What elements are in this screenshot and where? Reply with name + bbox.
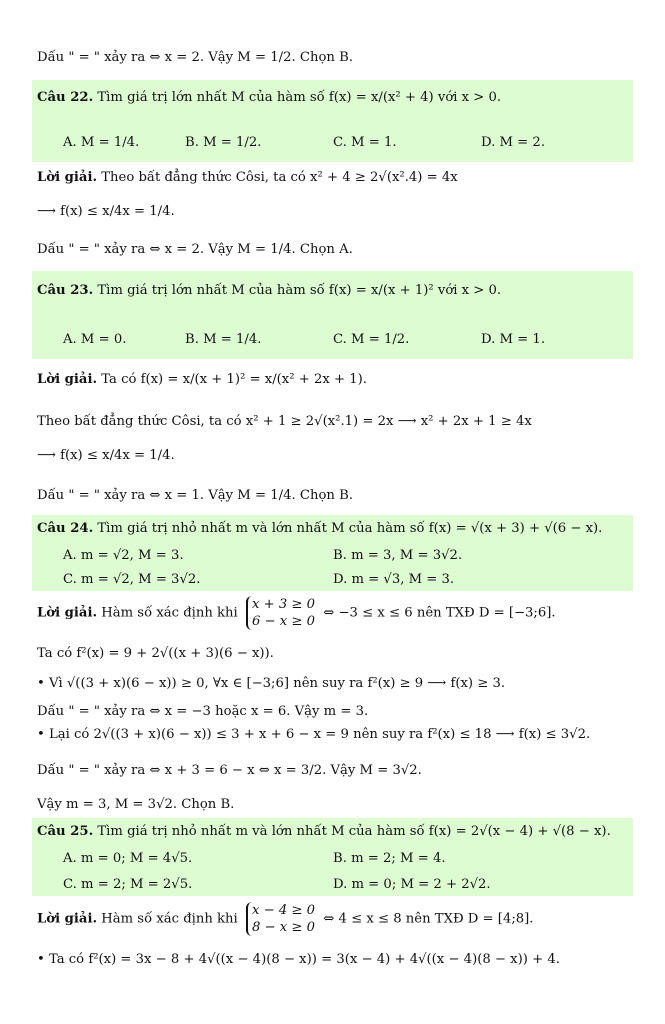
q22-answer-a: A. M = 1/4. bbox=[63, 135, 140, 150]
q23-answer-b: B. M = 1/4. bbox=[185, 332, 262, 347]
q24-question bbox=[37, 521, 645, 536]
q22-solution-3: Dấu " = " xảy ra ⇔ x = 2. Vậy M = 1/4. Chọn A. bbox=[37, 242, 353, 257]
q25-condition-2: 8 − x ≥ 0 bbox=[251, 920, 316, 935]
q24-domain-text: ⇔ −3 ≤ x ≤ 6 nên TXĐ D = [−3;6]. bbox=[323, 605, 556, 621]
q24-condition-2: 6 − x ≥ 0 bbox=[251, 614, 316, 629]
q24-solution-7: Vậy m = 3, M = 3√2. Chọn B. bbox=[37, 797, 235, 812]
q24-solution-label: Lời giải. bbox=[37, 605, 98, 621]
q24-solution-3: • Vì √((3 + x)(6 − x)) ≥ 0, ∀x ∈ [−3;6] nên suy ra f²(x) ≥ 9 ⟶ f(x) ≥ 3. bbox=[37, 676, 506, 691]
q22-question bbox=[37, 90, 645, 105]
q23-solution-1 bbox=[37, 372, 645, 387]
q25-solution-1 bbox=[37, 902, 645, 936]
q23-solution-4: Dấu " = " xảy ra ⇔ x = 1. Vậy M = 1/4. Chọn B. bbox=[37, 488, 353, 503]
q24-solution-4: Dấu " = " xảy ra ⇔ x = −3 hoặc x = 6. Vậy m = 3. bbox=[37, 704, 369, 719]
q24-answer-a: A. m = √2, M = 3. bbox=[63, 548, 184, 563]
q25-answer-d: D. m = 0; M = 2 + 2√2. bbox=[333, 877, 491, 892]
q25-solution-2: • Ta có f²(x) = 3x − 8 + 4√((x − 4)(8 − x)) = 3(x − 4) + 4√((x − 4)(8 − x)) + 4. bbox=[37, 952, 560, 967]
q25-question bbox=[37, 824, 645, 839]
q22-solution-2: ⟶ f(x) ≤ x/4x = 1/4. bbox=[37, 204, 175, 219]
q25-answer-c: C. m = 2; M = 2√5. bbox=[63, 877, 193, 892]
q22-solution-label: Lời giải. bbox=[37, 170, 98, 185]
q22-solution-1 bbox=[37, 170, 645, 185]
q24-solution-2: Ta có f²(x) = 9 + 2√((x + 3)(6 − x)). bbox=[37, 646, 274, 661]
q21-conclusion: Dấu " = " xảy ra ⇔ x = 2. Vậy M = 1/2. Chọn B. bbox=[37, 50, 353, 65]
q22-answer-d: D. M = 2. bbox=[481, 135, 546, 150]
q23-answer-d: D. M = 1. bbox=[481, 332, 546, 347]
q25-answer-a: A. m = 0; M = 4√5. bbox=[63, 851, 193, 866]
q24-label: Câu 24. bbox=[37, 521, 94, 536]
q24-question-text: Tìm giá trị nhỏ nhất m và lớn nhất M của hàm số f(x) = √(x + 3) + √(6 − x). bbox=[97, 521, 603, 536]
q25-label: Câu 25. bbox=[37, 824, 94, 839]
q25-solution-label: Lời giải. bbox=[37, 911, 98, 927]
q24-answer-c: C. m = √2, M = 3√2. bbox=[63, 572, 201, 587]
q23-solution-1-text: Ta có f(x) = x/(x + 1)² = x/(x² + 2x + 1). bbox=[101, 372, 367, 387]
q24-answer-b: B. m = 3, M = 3√2. bbox=[333, 548, 463, 563]
q24-solution-5: • Lại có 2√((3 + x)(6 − x)) ≤ 3 + x + 6 − x = 9 nên suy ra f²(x) ≤ 18 ⟶ f(x) ≤ 3√2. bbox=[37, 727, 591, 742]
q23-question-text: Tìm giá trị lớn nhất M của hàm số f(x) = x/(x + 1)² với x > 0. bbox=[97, 283, 502, 298]
q22-question-text: Tìm giá trị lớn nhất M của hàm số f(x) = x/(x² + 4) với x > 0. bbox=[97, 90, 502, 105]
q25-condition-1: x − 4 ≥ 0 bbox=[251, 903, 316, 918]
q25-answer-b: B. m = 2; M = 4. bbox=[333, 851, 446, 866]
q24-condition-1: x + 3 ≥ 0 bbox=[251, 597, 316, 612]
q23-answer-a: A. M = 0. bbox=[63, 332, 127, 347]
q23-solution-label: Lời giải. bbox=[37, 372, 98, 387]
q24-solution-6: Dấu " = " xảy ra ⇔ x + 3 = 6 − x ⇔ x = 3/2. Vậy M = 3√2. bbox=[37, 763, 422, 778]
q22-answer-c: C. M = 1. bbox=[333, 135, 397, 150]
q24-condition-system bbox=[246, 596, 315, 630]
q23-solution-3: ⟶ f(x) ≤ x/4x = 1/4. bbox=[37, 448, 175, 463]
q23-question bbox=[37, 283, 645, 298]
q24-solution-1 bbox=[37, 596, 645, 630]
q25-domain-text: ⇔ 4 ≤ x ≤ 8 nên TXĐ D = [4;8]. bbox=[323, 911, 534, 927]
q22-label: Câu 22. bbox=[37, 90, 94, 105]
q23-label: Câu 23. bbox=[37, 283, 94, 298]
q23-solution-2: Theo bất đẳng thức Côsi, ta có x² + 1 ≥ 2√(x².1) = 2x ⟶ x² + 2x + 1 ≥ 4x bbox=[37, 414, 532, 429]
q24-answer-d: D. m = √3, M = 3. bbox=[333, 572, 455, 587]
q25-solution-1-text: Hàm số xác định khi bbox=[101, 911, 238, 927]
q24-solution-1-text: Hàm số xác định khi bbox=[101, 605, 238, 621]
q25-condition-system bbox=[246, 902, 315, 936]
q25-question-text: Tìm giá trị nhỏ nhất m và lớn nhất M của hàm số f(x) = 2√(x − 4) + √(8 − x). bbox=[97, 824, 611, 839]
q22-answer-b: B. M = 1/2. bbox=[185, 135, 262, 150]
q23-answer-c: C. M = 1/2. bbox=[333, 332, 410, 347]
q22-solution-1-text: Theo bất đẳng thức Côsi, ta có x² + 4 ≥ 2√(x².4) = 4x bbox=[101, 170, 458, 185]
